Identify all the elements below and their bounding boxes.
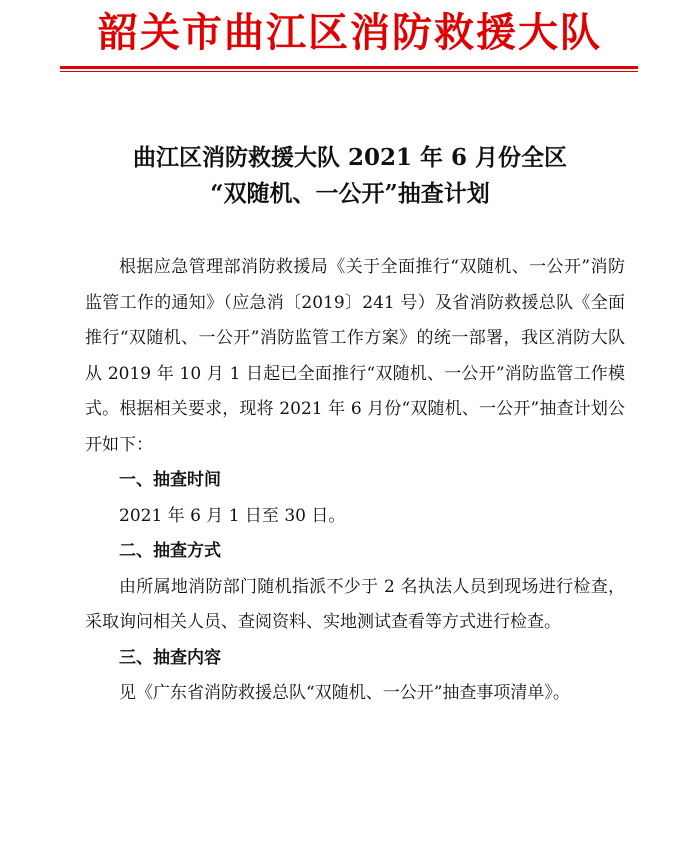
- title-line-2: “双随机、一公开”抽查计划: [210, 180, 490, 207]
- intro-paragraph: 根据应急管理部消防救援局《关于全面推行“双随机、一公开”消防监管工作的通知》（应急消〔2019〕241 号）及省消防救援总队《全面推行“双随机、一公开”消防监管工作方案》的统一部署，我区消防大队从 2019 年 10 月 1 日起已全面推行“双随机、一公开”消防监管工作模式。根据相关要求，现将 2021 年 6 月份“双随机、一公开”抽查计划公开如下：: [85, 257, 625, 455]
- section-text-method: 由所属地消防部门随机指派不少于 2 名执法人员到现场进行检查，采取询问相关人员、查阅资料、实地测试查看等方式进行检查。: [85, 576, 625, 632]
- section-text-content: 见《广东省消防救援总队“双随机、一公开”抽查事项清单》。: [119, 683, 570, 703]
- section-heading-method: 二、抽查方式: [119, 541, 221, 561]
- header-rule-thin: [60, 71, 638, 72]
- section-text-time: 2021 年 6 月 1 日至 30 日。: [119, 505, 346, 526]
- document-title: [60, 140, 640, 212]
- document-body: [85, 250, 625, 712]
- section-heading-content: 三、抽查内容: [119, 647, 221, 668]
- section-heading-time: 一、抽查时间: [119, 470, 221, 490]
- org-name: 韶关市曲江区消防救援大队: [98, 9, 602, 56]
- header-rule-thick: [60, 66, 638, 69]
- title-line-1: 曲江区消防救援大队 2021 年 6 月份全区: [132, 144, 568, 171]
- letterhead: [0, 0, 700, 80]
